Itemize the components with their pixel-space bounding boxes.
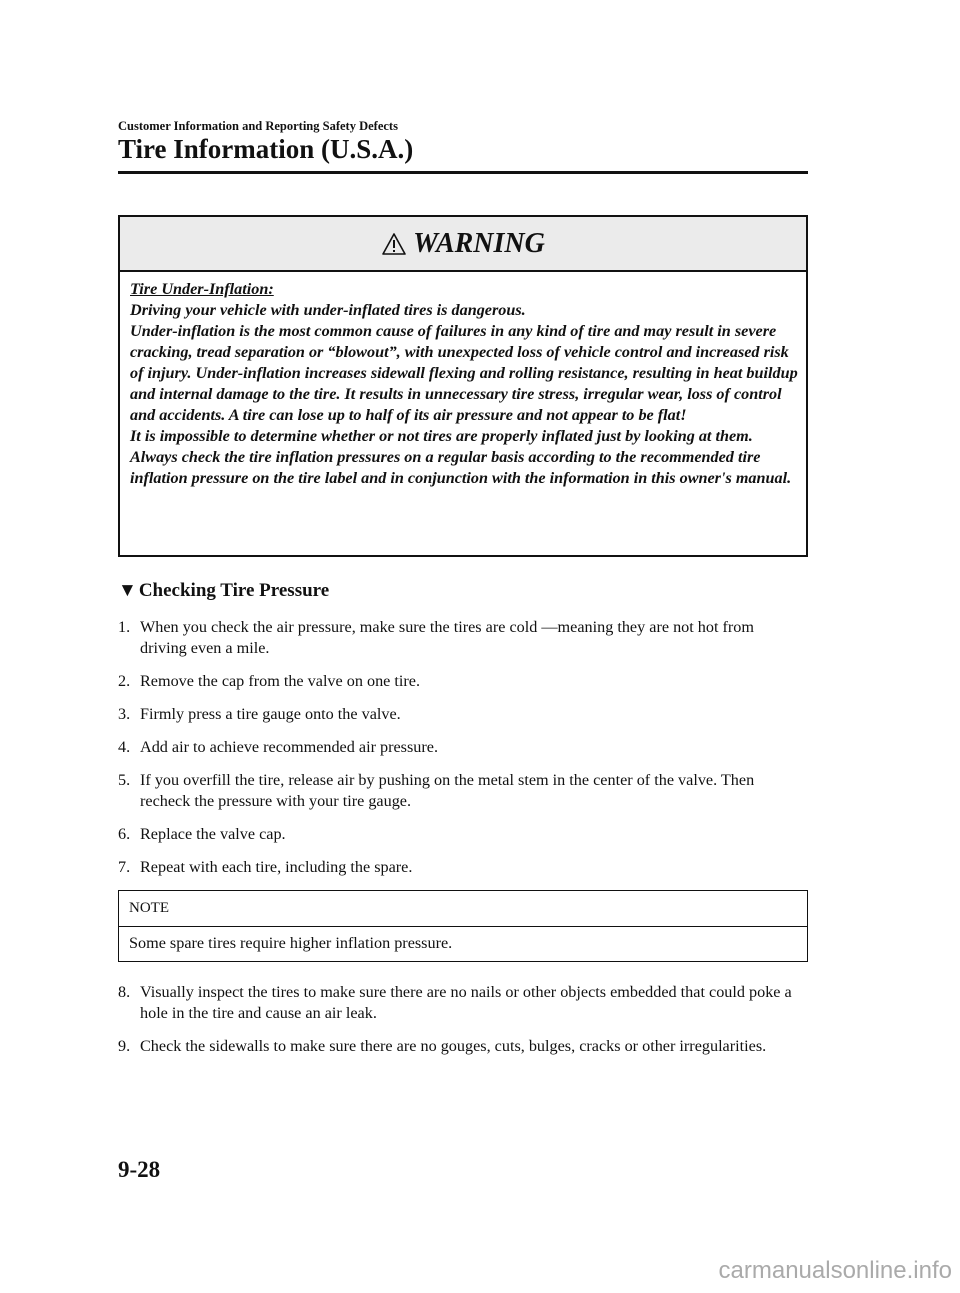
steps-list-continued [118, 982, 798, 1069]
step-text: Replace the valve cap. [140, 825, 286, 843]
step-number: 7. [118, 858, 131, 876]
page-title: Tire Information (U.S.A.) [118, 134, 414, 164]
step-text: Repeat with each tire, including the spare. [140, 858, 413, 876]
step-number: 9. [118, 1037, 131, 1055]
step-text: Check the sidewalls to make sure there are no gouges, cuts, bulges, cracks or other irregularities. [140, 1037, 767, 1055]
warning-triangle-icon [381, 232, 407, 256]
title-rule [118, 171, 808, 174]
warning-title: WARNING [413, 227, 545, 259]
step-number: 6. [118, 825, 131, 843]
section-heading [118, 580, 329, 602]
note-text: Some spare tires require higher inflation pressure. [129, 934, 453, 952]
step-number: 2. [118, 672, 131, 690]
step-number: 4. [118, 738, 131, 756]
step-number: 1. [118, 618, 131, 636]
warning-body [120, 272, 806, 489]
step-text: Add air to achieve recommended air pressure. [140, 738, 438, 756]
warning-paragraph: Always check the tire inflation pressures on a regular basis according to the recommended tire inflation pressure on the tire label and in conjunction with the information in this owner's manual. [130, 448, 792, 487]
step-text: Firmly press a tire gauge onto the valve. [140, 705, 401, 723]
step-text: When you check the air pressure, make sure the tires are cold ―meaning they are not hot from driving even a mile. [140, 618, 754, 657]
step-number: 5. [118, 771, 131, 789]
warning-subtitle: Tire Under-Inflation: [130, 280, 274, 298]
note-title: NOTE [119, 891, 807, 927]
warning-paragraph: Under-inflation is the most common cause of failures in any kind of tire and may result in severe cracking, tread separation or “blowout”, with unexpected loss of vehicle control and increased risk of injury. Under-inflation increases sidewall flexing and rolling resistance, resulting in heat buildup and internal damage to the tire. It results in unnecessary tire stress, irregular wear, loss of control and accidents. A tire can lose up to half of its air pressure and not appear to be flat! [130, 322, 798, 424]
warning-box [118, 215, 808, 557]
list-item [118, 737, 798, 758]
steps-list [118, 617, 798, 890]
step-number: 3. [118, 705, 131, 723]
list-item [118, 857, 798, 878]
step-text: Visually inspect the tires to make sure there are no nails or other objects embedded that could poke a hole in the tire and cause an air leak. [140, 983, 792, 1022]
list-item [118, 1036, 798, 1057]
section-heading-text: Checking Tire Pressure [138, 580, 330, 601]
list-item [118, 982, 798, 1024]
page-number: 9-28 [118, 1157, 161, 1182]
list-item [118, 617, 798, 659]
watermark: carmanualsonline.info [718, 1257, 952, 1284]
warning-paragraph: It is impossible to determine whether or not tires are properly inflated just by looking at them. [130, 427, 753, 445]
list-item [118, 671, 798, 692]
list-item [118, 704, 798, 725]
step-text: If you overfill the tire, release air by pushing on the metal stem in the center of the valve. Then recheck the pressure with your tire gauge. [140, 771, 755, 810]
note-box [118, 890, 808, 962]
section-header: Customer Information and Reporting Safety Defects [118, 119, 398, 133]
warning-paragraph: Driving your vehicle with under-inflated tires is dangerous. [130, 301, 526, 319]
list-item [118, 770, 798, 812]
down-triangle-icon: ▼ [118, 580, 137, 601]
list-item [118, 824, 798, 845]
step-text: Remove the cap from the valve on one tire. [140, 672, 421, 690]
warning-header [120, 217, 806, 272]
step-number: 8. [118, 983, 131, 1001]
